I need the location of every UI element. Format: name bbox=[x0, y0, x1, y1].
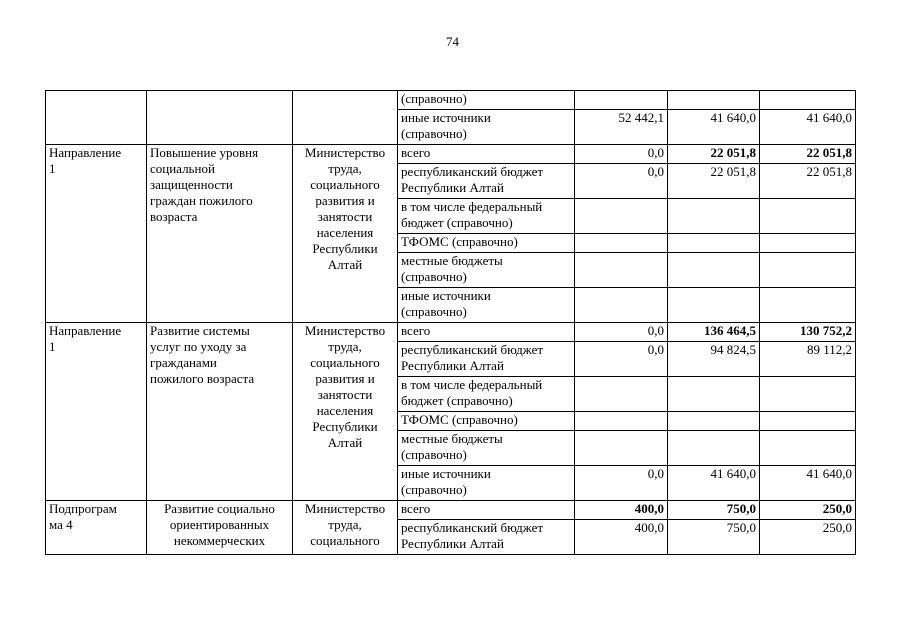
empty-name-cell bbox=[147, 91, 293, 145]
amount-cell: 52 442,1 bbox=[575, 110, 668, 145]
funding-source: ТФОМС (справочно) bbox=[398, 412, 575, 431]
table-row bbox=[46, 323, 856, 342]
amount-cell: 400,0 bbox=[575, 501, 668, 520]
amount-cell bbox=[760, 431, 856, 466]
program-name: Развитие социально ориентированных некоммерческих bbox=[147, 501, 293, 555]
program-code: Направление 1 bbox=[46, 323, 147, 501]
funding-source: местные бюджеты (справочно) bbox=[398, 431, 575, 466]
amount-cell bbox=[575, 91, 668, 110]
executor: Министерство труда, социального bbox=[293, 501, 398, 555]
amount-cell: 250,0 bbox=[760, 501, 856, 520]
amount-cell bbox=[575, 234, 668, 253]
amount-cell: 0,0 bbox=[575, 164, 668, 199]
page-number: 74 bbox=[446, 34, 459, 49]
funding-source: местные бюджеты (справочно) bbox=[398, 253, 575, 288]
funding-source: всего bbox=[398, 323, 575, 342]
funding-source: в том числе федеральный бюджет (справочно) bbox=[398, 199, 575, 234]
amount-cell: 130 752,2 bbox=[760, 323, 856, 342]
amount-cell bbox=[760, 377, 856, 412]
amount-cell: 22 051,8 bbox=[668, 164, 760, 199]
funding-source: республиканский бюджет Республики Алтай bbox=[398, 520, 575, 555]
funding-source: иные источники (справочно) bbox=[398, 110, 575, 145]
funding-source: (справочно) bbox=[398, 91, 575, 110]
amount-cell: 41 640,0 bbox=[760, 110, 856, 145]
executor: Министерство труда, социального развития и занятости населения Республики Алтай bbox=[293, 145, 398, 323]
amount-cell bbox=[760, 412, 856, 431]
amount-cell: 41 640,0 bbox=[760, 466, 856, 501]
amount-cell bbox=[575, 199, 668, 234]
amount-cell bbox=[760, 253, 856, 288]
amount-cell: 41 640,0 bbox=[668, 110, 760, 145]
amount-cell: 22 051,8 bbox=[760, 145, 856, 164]
amount-cell bbox=[668, 199, 760, 234]
amount-cell bbox=[760, 199, 856, 234]
amount-cell: 94 824,5 bbox=[668, 342, 760, 377]
empty-code-cell bbox=[46, 91, 147, 145]
amount-cell: 0,0 bbox=[575, 145, 668, 164]
amount-cell bbox=[575, 377, 668, 412]
amount-cell bbox=[760, 91, 856, 110]
funding-source: иные источники (справочно) bbox=[398, 288, 575, 323]
amount-cell bbox=[575, 253, 668, 288]
amount-cell: 250,0 bbox=[760, 520, 856, 555]
amount-cell: 0,0 bbox=[575, 342, 668, 377]
amount-cell: 22 051,8 bbox=[760, 164, 856, 199]
amount-cell bbox=[575, 412, 668, 431]
amount-cell: 0,0 bbox=[575, 466, 668, 501]
amount-cell: 750,0 bbox=[668, 520, 760, 555]
amount-cell: 136 464,5 bbox=[668, 323, 760, 342]
amount-cell: 41 640,0 bbox=[668, 466, 760, 501]
amount-cell bbox=[668, 91, 760, 110]
amount-cell bbox=[668, 234, 760, 253]
amount-cell bbox=[668, 253, 760, 288]
table-body bbox=[46, 91, 856, 555]
table-row bbox=[46, 501, 856, 520]
funding-source: всего bbox=[398, 145, 575, 164]
executor: Министерство труда, социального развития и занятости населения Республики Алтай bbox=[293, 323, 398, 501]
funding-source: республиканский бюджет Республики Алтай bbox=[398, 342, 575, 377]
empty-executor-cell bbox=[293, 91, 398, 145]
amount-cell: 750,0 bbox=[668, 501, 760, 520]
amount-cell bbox=[760, 234, 856, 253]
funding-source: республиканский бюджет Республики Алтай bbox=[398, 164, 575, 199]
amount-cell: 400,0 bbox=[575, 520, 668, 555]
amount-cell: 22 051,8 bbox=[668, 145, 760, 164]
funding-source: ТФОМС (справочно) bbox=[398, 234, 575, 253]
program-code: Направление 1 bbox=[46, 145, 147, 323]
amount-cell bbox=[668, 377, 760, 412]
amount-cell bbox=[668, 431, 760, 466]
budget-table bbox=[45, 90, 856, 555]
amount-cell: 0,0 bbox=[575, 323, 668, 342]
amount-cell bbox=[575, 288, 668, 323]
program-code: Подпрограм ма 4 bbox=[46, 501, 147, 555]
table-row bbox=[46, 145, 856, 164]
amount-cell bbox=[668, 412, 760, 431]
table-row bbox=[46, 91, 856, 110]
funding-source: иные источники (справочно) bbox=[398, 466, 575, 501]
amount-cell bbox=[575, 431, 668, 466]
funding-source: в том числе федеральный бюджет (справочно) bbox=[398, 377, 575, 412]
program-name: Повышение уровня социальной защищенности граждан пожилого возраста bbox=[147, 145, 293, 323]
funding-source: всего bbox=[398, 501, 575, 520]
amount-cell bbox=[668, 288, 760, 323]
program-name: Развитие системы услуг по уходу за гражданами пожилого возраста bbox=[147, 323, 293, 501]
amount-cell: 89 112,2 bbox=[760, 342, 856, 377]
amount-cell bbox=[760, 288, 856, 323]
